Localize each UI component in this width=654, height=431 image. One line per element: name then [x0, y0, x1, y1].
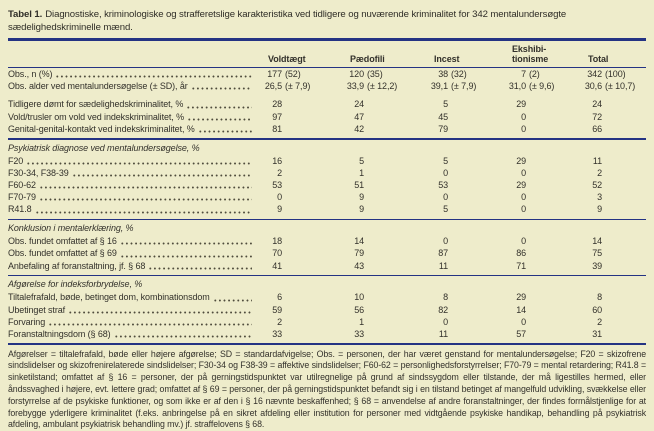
cell-value: 5 — [443, 204, 448, 215]
cell-value: 71 — [516, 260, 526, 271]
cell-value: 11 — [592, 155, 602, 166]
cell-value: 45 — [438, 111, 448, 122]
cell-total — [578, 68, 640, 80]
row-label: F70-79 — [8, 192, 36, 203]
dot-leader — [187, 118, 252, 121]
cell-incest — [424, 98, 502, 110]
cell-value: 0 — [521, 316, 526, 327]
table-row — [8, 203, 646, 215]
cell-value: 42 — [354, 123, 364, 134]
cell-incest — [424, 123, 502, 135]
row-label-cell — [8, 80, 258, 92]
cell-value: 41 — [272, 260, 282, 271]
cell-voldtaegt — [258, 316, 340, 328]
cell-total — [578, 291, 640, 303]
cell-value-suffix: (± 12,2) — [367, 81, 398, 92]
cell-value: 31,0 — [508, 81, 526, 92]
cell-value: 9 — [597, 204, 602, 215]
cell-value-suffix: (± 9,6) — [529, 81, 555, 92]
cell-value: 2 — [277, 316, 282, 327]
dot-leader — [26, 162, 252, 165]
cell-paedofili — [340, 291, 424, 303]
cell-value: 11 — [438, 328, 448, 339]
table-row — [8, 328, 646, 340]
column-header-incest: Incest — [434, 53, 460, 64]
cell-voldtaegt — [258, 247, 340, 259]
dot-leader — [213, 299, 252, 302]
cell-voldtaegt — [258, 80, 340, 92]
cell-ekshibitionisme — [502, 68, 578, 80]
cell-value: 38 — [438, 69, 448, 80]
cell-value: 28 — [272, 99, 282, 110]
row-label-cell — [8, 98, 258, 110]
cell-value: 39,1 — [430, 81, 448, 92]
cell-incest — [424, 304, 502, 316]
cell-paedofili — [340, 328, 424, 340]
cell-value: 10 — [354, 292, 364, 303]
table-body — [8, 68, 646, 345]
column-headers — [8, 41, 646, 67]
cell-ekshibitionisme — [502, 179, 578, 191]
cell-ekshibitionisme — [502, 203, 578, 215]
cell-ekshibitionisme — [502, 111, 578, 123]
cell-total — [578, 304, 640, 316]
cell-value-suffix: (100) — [605, 69, 626, 80]
cell-value: 0 — [521, 167, 526, 178]
cell-incest — [424, 80, 502, 92]
cell-paedofili — [340, 247, 424, 259]
cell-ekshibitionisme — [502, 98, 578, 110]
cell-value: 29 — [516, 292, 526, 303]
cell-ekshibitionisme — [502, 155, 578, 167]
cell-paedofili — [340, 98, 424, 110]
row-label: Obs. fundet omfattet af § 69 — [8, 248, 117, 259]
cell-value: 8 — [597, 292, 602, 303]
cell-paedofili — [340, 155, 424, 167]
dot-leader — [48, 323, 252, 326]
cell-voldtaegt — [258, 179, 340, 191]
cell-total — [578, 111, 640, 123]
cell-total — [578, 179, 640, 191]
cell-value: 81 — [272, 123, 282, 134]
cell-voldtaegt — [258, 235, 340, 247]
cell-value: 16 — [272, 155, 282, 166]
row-label: Forvaring — [8, 316, 46, 327]
table-row — [8, 291, 646, 303]
cell-value: 79 — [354, 248, 364, 259]
cell-value: 24 — [354, 99, 364, 110]
cell-value-suffix: (± 7,9) — [451, 81, 477, 92]
row-label: Obs. alder ved mentalundersøgelse (± SD), år — [8, 81, 188, 92]
table-row — [8, 247, 646, 259]
cell-value: 26,5 — [264, 81, 282, 92]
column-header-total: Total — [588, 53, 609, 64]
cell-value: 9 — [359, 204, 364, 215]
cell-value: 56 — [354, 304, 364, 315]
table-row — [8, 80, 646, 92]
cell-value: 14 — [516, 304, 526, 315]
row-label-cell — [8, 203, 258, 215]
cell-ekshibitionisme — [502, 304, 578, 316]
cell-value: 51 — [354, 180, 364, 190]
cell-paedofili — [340, 203, 424, 215]
dot-leader — [35, 211, 252, 214]
cell-paedofili — [340, 68, 424, 80]
cell-value: 5 — [359, 155, 364, 166]
row-label: F20 — [8, 155, 24, 166]
cell-incest — [424, 155, 502, 167]
cell-ekshibitionisme — [502, 235, 578, 247]
section-header: Psykiatrisk diagnose ved mentalundersøgelse, % — [8, 142, 200, 153]
cell-total — [578, 123, 640, 135]
cell-paedofili — [340, 80, 424, 92]
row-label: Vold/trusler om vold ved indekskriminalitet, % — [8, 111, 184, 122]
cell-voldtaegt — [258, 111, 340, 123]
cell-value: 29 — [516, 155, 526, 166]
cell-paedofili — [340, 316, 424, 328]
cell-value-suffix: (± 7,9) — [285, 81, 311, 92]
table-row — [8, 167, 646, 179]
cell-value: 53 — [272, 180, 282, 190]
table-row — [8, 98, 646, 110]
divider-rule — [8, 343, 646, 345]
cell-incest — [424, 191, 502, 203]
cell-total — [578, 191, 640, 203]
cell-incest — [424, 111, 502, 123]
section-header: Konklusion i mentalerklæring, % — [8, 223, 134, 234]
table-title — [8, 8, 620, 34]
cell-value: 1 — [359, 167, 364, 178]
cell-value: 14 — [354, 236, 364, 247]
cell-voldtaegt — [258, 304, 340, 316]
cell-ekshibitionisme — [502, 247, 578, 259]
cell-voldtaegt — [258, 123, 340, 135]
cell-total — [578, 247, 640, 259]
row-label: R41.8 — [8, 204, 32, 215]
cell-value: 18 — [272, 236, 282, 247]
cell-voldtaegt — [258, 191, 340, 203]
row-label: F60-62 — [8, 180, 36, 190]
cell-total — [578, 98, 640, 110]
cell-incest — [424, 167, 502, 179]
cell-ekshibitionisme — [502, 167, 578, 179]
table-row — [8, 191, 646, 203]
cell-value: 43 — [354, 260, 364, 271]
cell-value: 0 — [277, 192, 282, 203]
cell-value: 31 — [592, 328, 602, 339]
cell-total — [578, 235, 640, 247]
row-label-cell — [8, 304, 258, 316]
cell-total — [578, 203, 640, 215]
dot-leader — [72, 174, 252, 177]
dot-leader — [120, 242, 252, 245]
dot-leader — [55, 75, 252, 78]
table-title-text: Diagnostiske, kriminologiske og strafferetslige karakteristika ved tidligere og nuværende kriminalitet for 342 mentalundersøgte sædelighedskriminelle mænd. — [8, 9, 567, 33]
row-label: Anbefaling af foranstaltning, jf. § 68 — [8, 260, 146, 271]
cell-value: 2 — [277, 167, 282, 178]
cell-ekshibitionisme — [502, 191, 578, 203]
cell-value: 7 — [521, 69, 526, 80]
row-label-cell — [8, 291, 258, 303]
row-label: Tiltalefrafald, bøde, betinget dom, kombinationsdom — [8, 292, 210, 303]
cell-voldtaegt — [258, 167, 340, 179]
cell-value: 29 — [516, 180, 526, 190]
cell-value: 0 — [443, 192, 448, 203]
row-label-cell — [8, 260, 258, 272]
row-label-cell — [8, 247, 258, 259]
cell-incest — [424, 179, 502, 191]
cell-value: 120 — [349, 69, 364, 80]
cell-incest — [424, 235, 502, 247]
dot-leader — [191, 87, 252, 90]
row-label: Obs., n (%) — [8, 69, 53, 80]
cell-value: 0 — [521, 204, 526, 215]
row-label: Obs. fundet omfattet af § 16 — [8, 236, 117, 247]
row-label: Tidligere dømt for sædelighedskriminalitet, % — [8, 99, 184, 110]
cell-value: 0 — [443, 167, 448, 178]
table-row — [8, 304, 646, 316]
dot-leader — [39, 186, 252, 189]
dot-leader — [68, 311, 252, 314]
cell-paedofili — [340, 304, 424, 316]
cell-value: 60 — [592, 304, 602, 315]
cell-value: 9 — [359, 192, 364, 203]
table-row — [8, 111, 646, 123]
cell-value: 342 — [587, 69, 602, 80]
row-label-cell — [8, 68, 258, 80]
cell-paedofili — [340, 111, 424, 123]
section-header: Afgørelse for indeksforbrydelse, % — [8, 279, 143, 290]
cell-paedofili — [340, 179, 424, 191]
cell-incest — [424, 68, 502, 80]
cell-total — [578, 167, 640, 179]
cell-voldtaegt — [258, 155, 340, 167]
cell-value: 33,9 — [346, 81, 364, 92]
cell-value: 5 — [443, 155, 448, 166]
cell-value: 86 — [516, 248, 526, 259]
table-row — [8, 260, 646, 272]
cell-incest — [424, 328, 502, 340]
cell-value: 53 — [438, 180, 448, 190]
cell-incest — [424, 247, 502, 259]
row-label-cell — [8, 179, 258, 191]
cell-value: 72 — [592, 111, 602, 122]
cell-voldtaegt — [258, 260, 340, 272]
row-label-cell — [8, 167, 258, 179]
cell-voldtaegt — [258, 68, 340, 80]
cell-value: 29 — [516, 99, 526, 110]
row-label: Ubetinget straf — [8, 304, 66, 315]
cell-value: 9 — [277, 204, 282, 215]
cell-value: 33 — [272, 328, 282, 339]
cell-ekshibitionisme — [502, 80, 578, 92]
cell-total — [578, 316, 640, 328]
dot-leader — [39, 198, 252, 201]
row-label-cell — [8, 155, 258, 167]
table-number-label: Tabel 1. — [8, 9, 43, 20]
cell-value: 6 — [277, 292, 282, 303]
cell-voldtaegt — [258, 203, 340, 215]
cell-value: 30,6 — [584, 81, 602, 92]
cell-paedofili — [340, 167, 424, 179]
cell-value: 0 — [521, 111, 526, 122]
cell-value-suffix: (2) — [529, 69, 540, 80]
cell-total — [578, 80, 640, 92]
cell-incest — [424, 260, 502, 272]
cell-value: 5 — [443, 99, 448, 110]
cell-ekshibitionisme — [502, 291, 578, 303]
table-row — [8, 235, 646, 247]
column-header-ekshibitionisme: Ekshibi- tionisme — [512, 43, 549, 64]
cell-value: 87 — [438, 248, 448, 259]
cell-value: 2 — [597, 167, 602, 178]
cell-value: 14 — [592, 236, 602, 247]
cell-voldtaegt — [258, 98, 340, 110]
dot-leader — [148, 267, 252, 270]
table-row — [8, 123, 646, 135]
cell-value: 0 — [521, 192, 526, 203]
row-label: F30-34, F38-39 — [8, 167, 69, 178]
dot-leader — [120, 255, 252, 258]
cell-value: 0 — [521, 236, 526, 247]
divider-rule — [8, 219, 646, 221]
table-row — [8, 155, 646, 167]
row-label-cell — [8, 123, 258, 135]
cell-incest — [424, 203, 502, 215]
cell-ekshibitionisme — [502, 328, 578, 340]
cell-value-suffix: (35) — [367, 69, 383, 80]
cell-voldtaegt — [258, 328, 340, 340]
cell-value: 3 — [597, 192, 602, 203]
column-header-paedofili: Pædofili — [350, 53, 385, 64]
table-row — [8, 179, 646, 191]
row-label-cell — [8, 235, 258, 247]
cell-value: 2 — [597, 316, 602, 327]
cell-paedofili — [340, 191, 424, 203]
cell-value: 82 — [438, 304, 448, 315]
row-label-cell — [8, 328, 258, 340]
cell-paedofili — [340, 260, 424, 272]
cell-value: 39 — [592, 260, 602, 271]
dot-leader — [186, 106, 252, 109]
row-label-cell — [8, 191, 258, 203]
footnote: Afgørelser = tiltalefrafald, bøde eller højere afgørelse; SD = standardafvigelse; Obs. = personen, der har været genstand for mentalundersøgelse; F20 = skizofrene sindslidelser og skizofrenirelaterede sindslidelser; F30-34 og F38-39 = affektive sindslidelser; F60-62 = personlighedsforstyrrelser; F70-79 = mental retardering; R41.8 = sinketilstand; omfattet af § 16 = personer, der på gerningstidspunktet var utilregnelige på grund af sindssygdom eller tilstande, der må ligestilles hermed, eller åndssvaghed i højere, evt. lettere grad; omfattet af § 69 = personer, der på gerningstidspunktet befandt sig i en tilstand betinget af mangelfuld udvikling, svækkelse eller forstyrrelse af de psykiske funktioner, og som ikke er af den i § 16 nævnte beskaffenhed; § 68 = anvendelse af andre foranstaltninger, der findes formålstjenlige for at forebygge yderligere kriminalitet (f.eks. anbringelse på en sikret afdeling eller institution for personer med vidtgående psykiske handikap, behandling på psykiatrisk afdeling, ambulant psykiatrisk behandling mv.) jf. straffelovens § 68. — [8, 348, 646, 430]
cell-value: 1 — [359, 316, 364, 327]
cell-paedofili — [340, 123, 424, 135]
column-header-voldtaegt: Voldtægt — [268, 53, 306, 64]
cell-value: 59 — [272, 304, 282, 315]
cell-ekshibitionisme — [502, 123, 578, 135]
cell-value: 33 — [354, 328, 364, 339]
cell-value: 11 — [438, 260, 448, 271]
cell-value: 0 — [443, 316, 448, 327]
cell-total — [578, 328, 640, 340]
cell-value: 24 — [592, 99, 602, 110]
divider-rule — [8, 138, 646, 140]
row-label: Foranstaltningsdom (§ 68) — [8, 328, 111, 339]
cell-value: 66 — [592, 123, 602, 134]
divider-rule — [8, 275, 646, 277]
row-label-cell — [8, 111, 258, 123]
cell-value-suffix: (± 10,7) — [605, 81, 636, 92]
row-label-cell — [8, 316, 258, 328]
cell-value-suffix: (32) — [451, 69, 467, 80]
cell-value: 75 — [592, 248, 602, 259]
cell-value: 52 — [592, 180, 602, 190]
cell-total — [578, 260, 640, 272]
cell-value: 8 — [443, 292, 448, 303]
cell-incest — [424, 316, 502, 328]
cell-ekshibitionisme — [502, 316, 578, 328]
dot-leader — [114, 335, 252, 338]
cell-value: 177 — [267, 69, 282, 80]
cell-value-suffix: (52) — [285, 69, 301, 80]
cell-value: 0 — [443, 236, 448, 247]
table-row — [8, 68, 646, 80]
cell-value: 0 — [521, 123, 526, 134]
table-row — [8, 316, 646, 328]
cell-voldtaegt — [258, 291, 340, 303]
cell-ekshibitionisme — [502, 260, 578, 272]
row-label: Genital-genital-kontakt ved indekskriminalitet, % — [8, 123, 195, 134]
cell-value: 70 — [272, 248, 282, 259]
cell-value: 47 — [354, 111, 364, 122]
cell-total — [578, 155, 640, 167]
cell-paedofili — [340, 235, 424, 247]
cell-value: 97 — [272, 111, 282, 122]
cell-incest — [424, 291, 502, 303]
cell-value: 57 — [516, 328, 526, 339]
dot-leader — [198, 130, 252, 133]
cell-value: 79 — [438, 123, 448, 134]
